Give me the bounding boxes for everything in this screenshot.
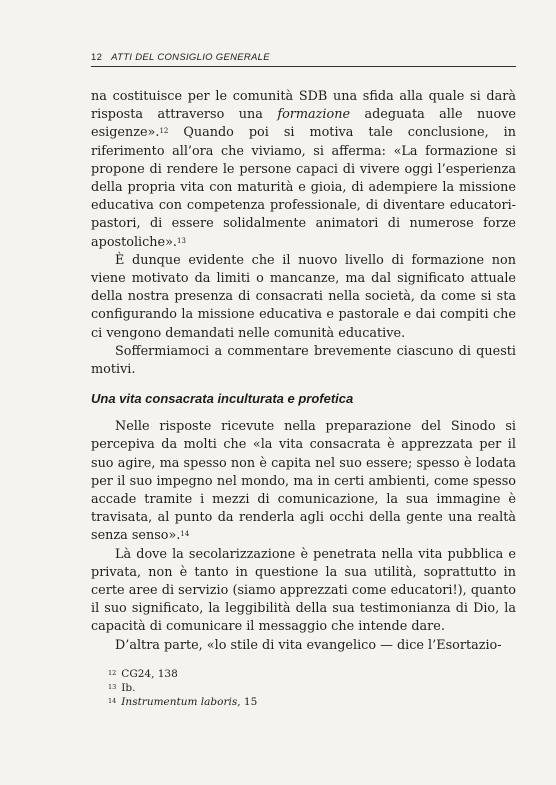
paragraph: na costituisce per le comunità SDB una sfida alla quale si darà risposta attraverso una formazione adeguata alle nuove esigenze».$^{12}$ Quando poi si motiva tale conclusione, in riferimento all’ora che viviamo, si afferma: «La formazione si propone di rendere le persone capaci di vivere oggi l’esperienza della propria vita con maturità e gioia, di adempiere la missione educativa con competenza professionale, di diventare educatori-pastori, di essere solidalmente animatori di numerose forze apostoliche».$^{13}$ — [91, 89, 516, 250]
running-title: ATTI DEL CONSIGLIO GENERALE — [111, 52, 270, 63]
footnote-ref: 12 — [159, 127, 169, 136]
paragraph: Nelle risposte ricevute nella preparazione del Sinodo si percepiva da molti che «la vita consacrata è apprezzata per il suo agire, ma spesso non è capita nel suo essere; spesso è lodata per il suo impegno nel mondo, ma in certi ambienti, come spesso accade tramite i mezzi di comunicazione, la sua immagine è travisata, al punto da renderla agli occhi della gente una realtà senza senso».$^{14}$ — [91, 419, 516, 544]
footnote-ref: 13 — [177, 236, 186, 245]
paragraph: Là dove la secolarizzazione è penetrata nella vita pubblica e privata, non è tanto in questione la sua utilità, soprattutto in certe aree di servizio (siamo apprezzati come educatori!), quanto il suo significato, la leggibilità della sua testimonianza di Dio, la capacità di comunicare il messaggio che intende dare. — [91, 546, 516, 635]
paragraph: Soffermiamoci a commentare brevemente ciascuno di questi motivi. — [91, 343, 516, 378]
footnote-ref: 14 — [180, 530, 190, 539]
paragraph: D’altra parte, «lo stile di vita evangelico — dice l’Esortazio- — [115, 637, 502, 653]
footnote: $^{13}$ Ib. — [108, 682, 136, 694]
footnote: $^{12}$ CG24, 138 — [108, 668, 178, 680]
section-heading: Una vita consacrata inculturata e profetica — [91, 391, 354, 407]
footnote: $^{14}$ Instrumentum laboris, 15 — [108, 696, 258, 708]
paragraph: È dunque evidente che il nuovo livello di formazione non viene motivato da limiti o mancanze, ma dal significato attuale della nostra presenza di consacrati nella società, da come si sta configurando la missione educativa e pastorale e dai compiti che ci vengono demandati nelle comunità educative. — [91, 252, 516, 341]
footnotes — [108, 667, 508, 709]
running-header — [91, 52, 516, 67]
page-number: 12 — [91, 52, 103, 63]
main-text — [91, 88, 516, 655]
